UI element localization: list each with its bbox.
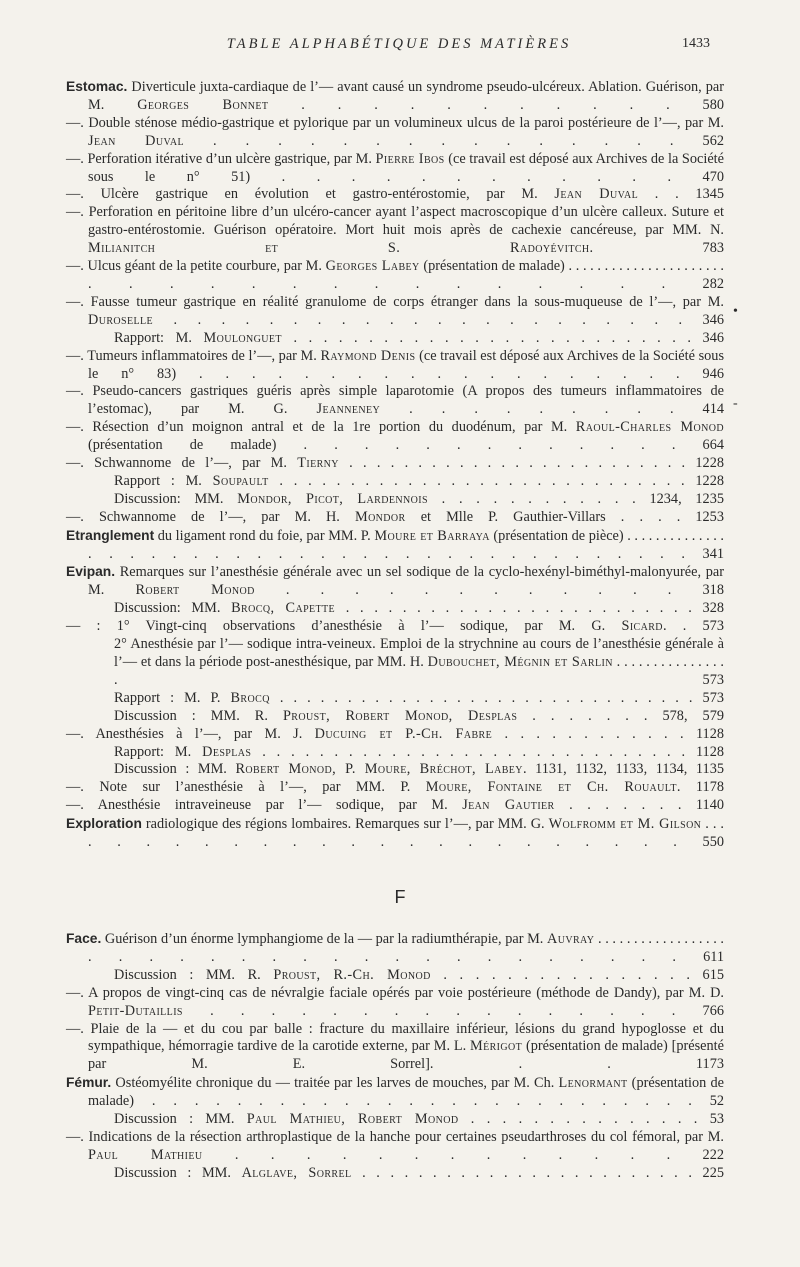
entry-author: Auvray [547, 931, 595, 947]
entry-page-ref: . . . . . . . . . . . . . . . . 573 [114, 654, 724, 688]
index-entry [66, 509, 724, 527]
entry-author: Sicard [621, 618, 663, 635]
entry-page-ref: . . . . . . . . . . . . . . . . . . . . . . . . 225 [351, 1164, 725, 1181]
entry-page-ref: (ce travail est déposé aux Archives de la Société sous le n° 83) . . . . . . . . . . . . . . . . . . . 946 [88, 347, 725, 382]
entry-page-ref: . 783 [589, 240, 724, 257]
index-entry [66, 726, 724, 744]
entry-text: —. Indications de la résection arthroplastique de la hanche pour certaines pseudarthroses du col fémoral, par M. [66, 1128, 724, 1145]
entry-page-ref: (ce travail est déposé aux Archives de la Société sous le n° 51) . . . . . . . . . . . . 470 [88, 150, 724, 185]
index-entry [66, 491, 724, 509]
entry-page-ref: et Mlle P. Gauthier-Villars . . . . 1253 [405, 508, 724, 525]
entry-headword: Fémur. [66, 1075, 112, 1091]
entry-text: radiologique des régions lombaires. Remarques sur l’—, par MM. G. [141, 816, 549, 833]
entry-page-ref: . . . . . . . . . . . . . . . . . . . . . . 346 [153, 311, 724, 328]
entry-text: Discussion : MM. [114, 761, 236, 778]
entry-page-ref: . . 1345 [638, 186, 725, 203]
entry-page-ref: . . . . . . . 1140 [554, 797, 724, 814]
entry-text: —. Double sténose médio-gastrique et pylorique par un volumineux ulcus de la paroi postérieure de l’—, par M. [66, 114, 724, 131]
entry-text: —. Perforation itérative d’un ulcère gastrique, par M. [66, 150, 376, 167]
index-entry [66, 527, 724, 564]
index-entry [66, 419, 724, 455]
entry-text: Remarques sur l’anesthésie générale avec un sel sodique de la cyclo-hexényl-biméthyl-malonyurée, par M. [88, 564, 724, 599]
entry-page-ref: . . . . . . . . . . . . . . . . . . . . . . . . . . . 346 [281, 329, 725, 346]
index-entry [66, 797, 724, 815]
entry-text: —. Ulcus géant de la petite courbure, par M. [66, 258, 326, 275]
index-entry [66, 1129, 724, 1165]
entry-page-ref: . . . . . . . . . . . . . 222 [202, 1146, 725, 1163]
entry-page-ref: . . . . . . . . . . . . . . . . . . . . . . . . . . . . . . 1128 [251, 743, 725, 760]
entry-page-ref: . . . . . . . . . . . . . . . 562 [183, 132, 724, 149]
entry-text: —. Résection d’un moignon antral et de la 1re portion du duodénum, par M. [66, 419, 576, 436]
entry-page-ref: . . . . . . . . . . . . . . . 53 [458, 1111, 724, 1128]
entry-page-ref: . . . . . . . . . . . . 318 [254, 582, 724, 599]
entry-author: Lenormant [558, 1075, 628, 1092]
entry-text: du ligament rond du foie, par MM. P. [154, 527, 375, 544]
index-entry [66, 294, 724, 330]
entry-text: Discussion: MM. [114, 600, 232, 617]
entry-text: Rapport: M. [114, 743, 203, 760]
entry-page-ref: . . . . . . . . . . . . 1128 [492, 725, 725, 742]
entry-text: Discussion : MM. R. [114, 707, 283, 724]
entry-page-ref: . . . . . . . . . . . . . . . . . . . . . . . . 550 [88, 816, 724, 851]
index-entry [66, 618, 724, 636]
entry-author: Dubouchet, Mégnin et Sarlin [427, 654, 613, 670]
index-entry [66, 690, 724, 708]
entry-author: Brocq, Capette [231, 600, 336, 617]
index-entry [66, 1021, 724, 1075]
index-entry [66, 473, 724, 491]
entry-text: Guérison d’un énorme lymphangiome de la — par la radiumthérapie, par M. [101, 931, 548, 947]
index-section-f [66, 930, 724, 1183]
entry-author: Pierre Ibos [375, 150, 445, 167]
index-entry [66, 930, 724, 967]
index-entry [66, 348, 724, 384]
index-entry [66, 455, 724, 473]
entry-headword: Estomac. [66, 79, 128, 94]
entry-author: Mérigot [469, 1038, 523, 1055]
entry-text: 2° Anesthésie par l’— sodique intra-veineux. Emploi de la strychnine au cours de l’anesthésie générale à l’— et dans la période post-anesthésique, par MM. H. [114, 636, 724, 670]
header-title: TABLE ALPHABÉTIQUE DES MATIÈRES [226, 36, 572, 52]
entry-author: Paul Mathieu [88, 1146, 203, 1163]
entry-text: Discussion : MM. [114, 1164, 242, 1181]
entry-text: —. Anesthésies à l’—, par M. J. [66, 725, 315, 742]
entry-text: —. Fausse tumeur gastrique en réalité granulome de corps étranger dans la sous-muqueuse de l’—, par M. [66, 293, 724, 310]
entry-page-ref: . . . . . . . . . . . . . . . . . . . . . . . . . . . . . . . . . . . . . . 611 [88, 931, 724, 965]
entry-text: — : 1° Vingt-cinq observations d’anesthésie à l’— sodique, par M. G. [66, 618, 622, 635]
index-section-e [66, 78, 724, 852]
entry-author: Mondor [354, 508, 406, 525]
entry-page-ref: . . . . . . . . . . . 580 [268, 96, 725, 113]
index-entry [66, 78, 724, 115]
entry-text: —. Anesthésie intraveineuse par l’— sodique, par M. [66, 797, 463, 814]
entry-page-ref: . . . . . . . . . . . . . . . . 615 [430, 966, 724, 983]
entry-page-ref: (présentation de pièce) . . . . . . . . . . . . . . . . . . . . . . . . . . . . . . . . . . . . . . . . . . . 341 [88, 527, 724, 562]
entry-author: Milianitch et S. Radoyévitch [88, 240, 590, 257]
index-entry [66, 186, 724, 204]
entry-text: —. A propos de vingt-cinq cas de névralgie faciale opérés par voie postérieure (méthode de Dandy), par M. D. [66, 984, 724, 1001]
entry-text: —. Note sur l’anesthésie à l’—, par MM. P. [66, 779, 426, 796]
entry-text: —. Ulcère gastrique en évolution et gastro-entérostomie, par M. [66, 186, 555, 203]
entry-text: —. Tumeurs inflammatoires de l’—, par M. [66, 347, 321, 364]
index-entry [66, 258, 724, 294]
index-entry [66, 636, 724, 690]
entry-author: Moulonguet [203, 329, 282, 346]
entry-text: —. Schwannome de l’—, par M. [66, 455, 298, 472]
entry-author: Soupault [212, 472, 269, 489]
entry-text: —. Plaie de la — et du cou par balle : fracture du maxillaire inférieur, lésions du grand hypoglosse et du sympathique, hémorragie tardive de la carotide externe, par M. L. [66, 1020, 724, 1055]
entry-author: Robert Monod, P. Moure, Bréchot, Labey [235, 761, 523, 778]
entry-author: Georges Bonnet [137, 96, 269, 113]
entry-page-ref: . 1178 [676, 779, 724, 796]
entry-text: Rapport: M. [114, 329, 204, 346]
entry-page-ref: . . . . . . . . . . . . . . . . 766 [182, 1002, 724, 1019]
margin-mark: • [733, 304, 738, 319]
entry-page-ref: . . . . . . . 578, 579 [517, 707, 725, 724]
entry-author: Proust, Robert Monod, Desplas [282, 707, 518, 724]
entry-page-ref: (présentation de malade) . . . . . . . . . . . . . 664 [88, 437, 724, 454]
entry-author: Ducuing et P.-Ch. Fabre [314, 725, 493, 742]
entry-headword: Exploration [66, 816, 142, 832]
running-header [88, 36, 710, 58]
entry-page-ref: . . . . . . . . . . . . . . . . . . . . . . . . . 1228 [338, 455, 724, 472]
entry-page-ref: . . . . . . . . . 414 [380, 401, 725, 418]
entry-author: Moure et Barraya [374, 527, 490, 544]
entry-author: Jean Duval [554, 186, 639, 203]
entry-author: Georges Labey [325, 258, 420, 275]
entry-author: Brocq [230, 689, 270, 706]
entry-page-ref: . . . . . . . . . . . . . . . . . . . . . . . . . . . . . 1228 [268, 472, 724, 489]
entry-page-ref: . . . . . . . . . . . . . . . . . . . . . . . . . . . . . . . 573 [269, 689, 724, 706]
entry-author: Duroselle [88, 311, 154, 328]
entry-author: Jeanneney [316, 401, 381, 418]
index-entry [66, 779, 724, 797]
entry-author: Wolfromm et M. Gilson [548, 816, 702, 833]
entry-author: Paul Mathieu, Robert Monod [246, 1111, 459, 1128]
index-entry [66, 1074, 724, 1111]
entry-author: Tierny [297, 455, 339, 472]
entry-page-ref: . . . . . . . . . . . . 1234, 1235 [427, 490, 724, 507]
entry-page-ref: (présentation de malade) . . . . . . . . . . . . . . . . . . . . . . . . . . . . . . . . . . . . . 282 [88, 258, 724, 292]
entry-page-ref: . 1131, 1132, 1133, 1134, 1135 [522, 761, 724, 778]
entry-author: Moure, Fontaine et Ch. Rouault [425, 779, 677, 796]
index-entry [66, 600, 724, 618]
entry-page-ref: (présentation de malade) . . . . . . . . . . . . . . . . . . . . . . . . . . 52 [88, 1075, 724, 1110]
entry-author: Raoul-Charles Monod [575, 419, 724, 436]
index-entry [66, 330, 724, 348]
entry-headword: Etranglement [66, 527, 155, 543]
index-entry [66, 151, 724, 187]
entry-text: Diverticule juxta-cardiaque de l’— avant causé un syndrome pseudo-ulcéreux. Ablation. Guérison, par M. [88, 79, 724, 113]
entry-author: Mondor, Picot, Lardennois [237, 490, 428, 507]
entry-text: Ostéomyélite chronique du — traitée par les larves de mouches, par M. Ch. [111, 1075, 559, 1092]
entry-author: Jean Duval [88, 132, 184, 149]
entry-author: Petit-Dutaillis [88, 1002, 183, 1019]
index-entry [66, 744, 724, 762]
index-entry [66, 985, 724, 1021]
index-entry [66, 1165, 724, 1183]
index-entry [66, 708, 724, 726]
entry-text: Discussion: MM. [114, 490, 238, 507]
entry-author: Alglave, Sorrel [241, 1164, 352, 1181]
entry-page-ref: (présentation de malade) [présenté par M. E. Sorrel]. . . 1173 [88, 1038, 724, 1073]
entry-text: Rapport : M. [114, 472, 213, 489]
entry-text: —. Perforation en péritoine libre d’un ulcéro-cancer ayant l’aspect macroscopique d’un ulcère calleux. Suture et gastro-entérostomie. Guérison opératoire. Mort huit mois après de cachexie cancéreuse, par MM. N. [66, 204, 724, 239]
entry-page-ref: . . . . . . . . . . . . . . . . . . . . . . . . . 328 [335, 600, 725, 617]
index-entry [66, 204, 724, 258]
entry-text: Discussion : MM. [114, 1111, 247, 1128]
entry-headword: Evipan. [66, 564, 116, 580]
entry-page-ref: . . 573 [662, 618, 724, 635]
index-entry [66, 967, 724, 985]
index-entry [66, 761, 724, 779]
entry-text: —. Schwannome de l’—, par M. H. [66, 508, 355, 525]
entry-author: Robert Monod [135, 582, 255, 599]
index-entry [66, 383, 724, 419]
entry-author: Desplas [202, 743, 252, 760]
entry-text: Discussion : MM. R. [114, 966, 274, 983]
entry-headword: Face. [66, 931, 102, 946]
index-entry [66, 563, 724, 600]
entry-author: Raymond Denis [320, 347, 416, 364]
entry-text: Rapport : M. P. [114, 689, 231, 706]
index-entry [66, 115, 724, 151]
entry-text: —. Pseudo-cancers gastriques guéris après simple laparotomie (A propos des tumeurs inflammatoires de l’estomac), par M. G. [66, 383, 724, 418]
index-entry [66, 815, 724, 852]
entry-author: Proust, R.-Ch. Monod [273, 966, 431, 983]
index-entry [66, 1111, 724, 1129]
entry-author: Jean Gautier [462, 797, 555, 814]
margin-mark: - [733, 396, 738, 411]
section-letter: F [394, 887, 406, 907]
page-number: 1433 [682, 36, 710, 51]
